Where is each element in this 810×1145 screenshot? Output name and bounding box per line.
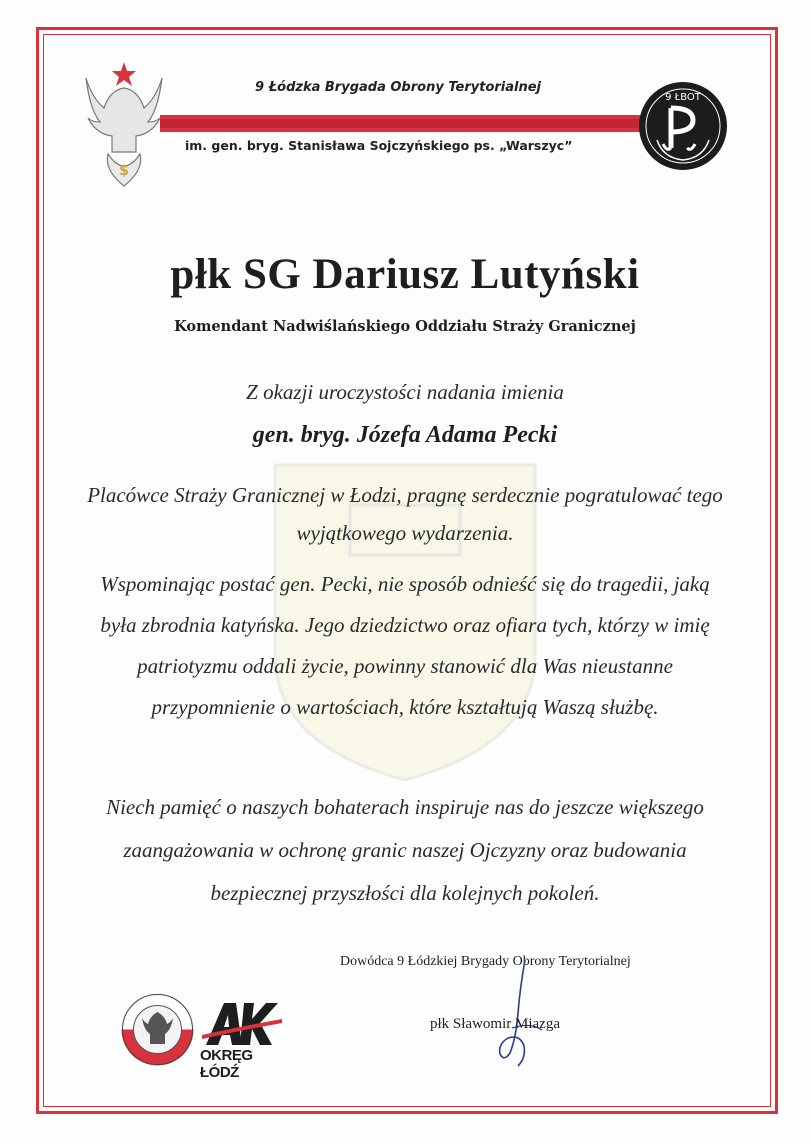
svg-text:$: $: [119, 163, 129, 179]
recipient-name: płk SG Dariusz Lutyński: [170, 251, 640, 298]
signer-name: płk Sławomir Miazga: [430, 1016, 560, 1032]
handwritten-signature: [490, 958, 550, 1068]
intro-line: Z okazji uroczystości nadania imienia: [246, 380, 564, 404]
recipient-title: Komendant Nadwiślańskiego Oddziału Straży Granicznej: [174, 318, 636, 335]
ak-region-label: OKRĘG ŁÓDŹ: [200, 1047, 253, 1081]
signer-role: Dowódca 9 Łódzkiej Brygady Obrony Terytorialnej: [340, 954, 631, 969]
round-emblem-icon: [120, 992, 195, 1067]
brigade-name: 9 Łódzka Brygada Obrony Terytorialnej: [255, 80, 541, 95]
header-ribbon: [160, 115, 655, 132]
badge-text: 9 ŁBOT: [665, 92, 701, 103]
paragraph-remembrance: Wspominając postać gen. Pecki, nie sposób odnieść się do tragedii, jaką była zbrodnia katyńska. Jego dziedzictwo oraz ofiara tych, którzy w imię patriotyzmu oddali życie, powinny stanowić dla Was nieustanne przypomnienie o wartościach, które kształtują Waszą służbę.: [100, 572, 710, 719]
paragraph-congratulations: Placówce Straży Granicznej w Łodzi, pragnę serdecznie pogratulować tego wyjątkowego wydarzenia.: [87, 483, 723, 545]
brigade-patron: im. gen. bryg. Stanisława Sojczyńskiego ps. „Warszyc”: [185, 138, 573, 153]
brigade-badge-icon: [637, 80, 729, 172]
eagle-emblem-icon: [82, 60, 167, 190]
patron-name: gen. bryg. Józefa Adama Pecki: [252, 422, 558, 448]
paragraph-inspiration: Niech pamięć o naszych bohaterach inspiruje nas do jeszcze większego zaangażowania w ochronę granic naszej Ojczyzny oraz budowania bezpiecznej przyszłości dla kolejnych pokoleń.: [106, 795, 704, 905]
